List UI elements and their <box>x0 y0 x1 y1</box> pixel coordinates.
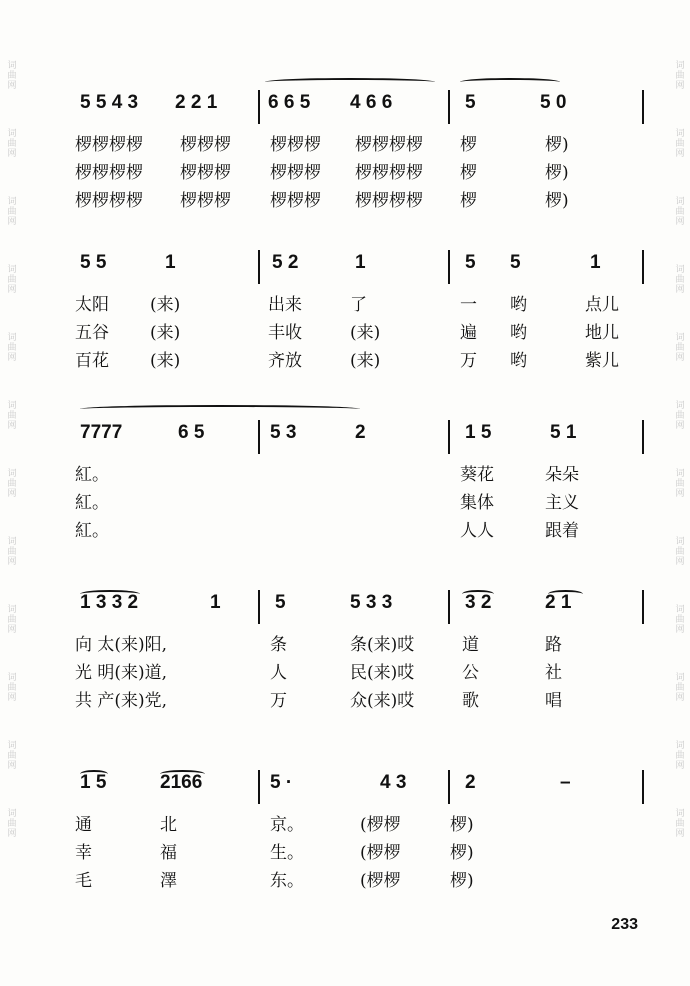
lyric-text: 出来 <box>268 295 302 315</box>
watermark-text: 词曲网 <box>5 808 16 838</box>
note-group: 5 <box>510 252 521 273</box>
music-system <box>0 590 690 711</box>
lyric-text: 万 <box>460 351 477 371</box>
lyric-text: 椤) <box>545 163 569 183</box>
lyric-text: 椤椤椤 <box>180 163 231 183</box>
watermark-text: 词曲网 <box>673 60 684 90</box>
lyric-text: 公 <box>462 663 479 683</box>
note-group: 5 3 3 <box>350 592 393 613</box>
bar-line <box>258 590 260 624</box>
note-group: 4 3 <box>380 772 407 793</box>
bar-line <box>258 250 260 284</box>
lyric-text: 毛 <box>75 871 92 891</box>
lyric-text: (来) <box>350 351 381 371</box>
watermark-text: 词曲网 <box>673 196 684 226</box>
lyric-text: 椤椤椤椤 <box>355 191 423 211</box>
lyric-text: 跟着 <box>545 521 579 541</box>
note-group: 5 1 <box>550 422 577 443</box>
lyric-text: (椤椤 <box>360 815 401 835</box>
bar-line <box>642 250 644 284</box>
lyric-text: 点儿 <box>585 295 619 315</box>
slur-mark <box>80 590 140 598</box>
lyric-text: 紅。 <box>75 521 109 541</box>
lyric-text: 椤 <box>460 163 477 183</box>
slur-mark <box>460 78 560 86</box>
bar-line <box>642 90 644 124</box>
lyric-text: 紅。 <box>75 465 109 485</box>
note-group: 1 5 <box>80 772 107 793</box>
slur-mark <box>548 590 583 598</box>
lyric-text: 椤椤椤 <box>270 135 321 155</box>
note-group: – <box>560 772 571 793</box>
lyric-text: 椤 <box>460 191 477 211</box>
bar-line <box>258 90 260 124</box>
note-group: 1 <box>590 252 601 273</box>
lyric-text: 哟 <box>510 323 527 343</box>
bar-line <box>448 770 450 804</box>
lyric-text: 椤) <box>450 871 474 891</box>
bar-line <box>448 250 450 284</box>
lyric-text: 共 产(来)党, <box>75 691 168 711</box>
lyric-text: 椤椤椤椤 <box>355 163 423 183</box>
note-group: 1 5 <box>465 422 492 443</box>
lyric-text: 椤椤椤椤 <box>75 163 143 183</box>
lyric-text: (椤椤 <box>360 843 401 863</box>
lyric-text: 地儿 <box>585 323 619 343</box>
lyric-text: 椤) <box>545 191 569 211</box>
bar-line <box>448 90 450 124</box>
note-group: 5 <box>275 592 286 613</box>
lyric-text: 条 <box>270 635 287 655</box>
watermark-text: 词曲网 <box>673 128 684 158</box>
note-group: 5 5 4 3 <box>80 92 139 113</box>
lyric-text: 主义 <box>545 493 579 513</box>
watermark-text: 词曲网 <box>5 332 16 362</box>
bar-line <box>448 590 450 624</box>
lyric-text: 一 <box>460 295 477 315</box>
lyric-text: 遍 <box>460 323 477 343</box>
lyric-text: 椤椤椤椤 <box>355 135 423 155</box>
lyric-row <box>0 340 690 371</box>
watermark-text: 词曲网 <box>5 196 16 226</box>
lyric-text: 葵花 <box>460 465 494 485</box>
watermark-text: 词曲网 <box>673 264 684 294</box>
lyric-text: 歌 <box>462 691 479 711</box>
lyric-text: 京。 <box>270 815 304 835</box>
lyric-text: 椤椤椤 <box>270 191 321 211</box>
bar-line <box>642 770 644 804</box>
lyric-text: 百花 <box>75 351 109 371</box>
lyric-text: 道 <box>462 635 479 655</box>
lyric-text: 福 <box>160 843 177 863</box>
note-group: 2 2 1 <box>175 92 218 113</box>
watermark-text: 词曲网 <box>673 536 684 566</box>
lyric-text: 东。 <box>270 871 304 891</box>
lyric-text: 人 <box>270 663 287 683</box>
music-system <box>0 420 690 541</box>
lyric-text: (来) <box>150 351 181 371</box>
lyric-text: 路 <box>545 635 562 655</box>
lyric-text: 人人 <box>460 521 494 541</box>
note-group: 6 6 5 <box>268 92 311 113</box>
lyric-row <box>0 624 690 655</box>
note-group: 2166 <box>160 772 203 793</box>
lyric-text: 丰收 <box>268 323 302 343</box>
lyric-text: 光 明(来)道, <box>75 663 168 683</box>
note-group: 5 · <box>270 772 293 793</box>
lyric-row <box>0 832 690 863</box>
note-group: 7777 <box>80 422 123 443</box>
lyric-text: 紫儿 <box>585 351 619 371</box>
lyric-text: 椤椤椤椤 <box>75 191 143 211</box>
bar-line <box>258 770 260 804</box>
lyric-text: 齐放 <box>268 351 302 371</box>
watermark-text: 词曲网 <box>673 332 684 362</box>
lyric-row <box>0 152 690 183</box>
lyric-row <box>0 124 690 155</box>
page-number: 233 <box>611 916 638 933</box>
lyric-text: 朵朵 <box>545 465 579 485</box>
note-group: 5 2 <box>272 252 299 273</box>
notation-row <box>0 90 690 124</box>
lyric-text: 椤椤椤 <box>180 191 231 211</box>
lyric-text: 哟 <box>510 351 527 371</box>
watermark-text: 词曲网 <box>673 604 684 634</box>
lyric-text: (来) <box>150 323 181 343</box>
watermark-text: 词曲网 <box>5 60 16 90</box>
note-group: 2 <box>355 422 366 443</box>
lyric-text: 众(来)哎 <box>350 691 415 711</box>
lyric-text: 集体 <box>460 493 494 513</box>
lyric-text: 椤 <box>460 135 477 155</box>
music-system <box>0 250 690 371</box>
lyric-row <box>0 860 690 891</box>
bar-line <box>258 420 260 454</box>
notation-row <box>0 250 690 284</box>
watermark-text: 词曲网 <box>5 672 16 702</box>
lyric-text: 了 <box>350 295 367 315</box>
lyric-row <box>0 312 690 343</box>
note-group: 4 6 6 <box>350 92 393 113</box>
note-group: 1 <box>165 252 176 273</box>
lyric-text: 幸 <box>75 843 92 863</box>
lyric-text: 椤椤椤 <box>270 163 321 183</box>
watermark-text: 词曲网 <box>5 264 16 294</box>
note-group: 5 3 <box>270 422 297 443</box>
lyric-row <box>0 680 690 711</box>
music-system <box>0 770 690 891</box>
notation-row <box>0 420 690 454</box>
note-group: 5 <box>465 252 476 273</box>
lyric-text: 生。 <box>270 843 304 863</box>
lyric-text: 太阳 <box>75 295 109 315</box>
lyric-row <box>0 652 690 683</box>
lyric-text: 向 太(来)阳, <box>75 635 168 655</box>
watermark-text: 词曲网 <box>5 740 16 770</box>
watermark-text: 词曲网 <box>673 808 684 838</box>
slur-mark <box>462 590 494 598</box>
watermark-text: 词曲网 <box>5 604 16 634</box>
note-group: 5 0 <box>540 92 567 113</box>
watermark-text: 词曲网 <box>5 128 16 158</box>
lyric-row <box>0 510 690 541</box>
lyric-text: 紅。 <box>75 493 109 513</box>
note-group: 2 <box>465 772 476 793</box>
watermark-text: 词曲网 <box>5 468 16 498</box>
bar-line <box>642 590 644 624</box>
bar-line <box>642 420 644 454</box>
watermark-text: 词曲网 <box>5 400 16 430</box>
note-group: 1 3 3 2 <box>80 592 139 613</box>
note-group: 6 5 <box>178 422 205 443</box>
lyric-text: 唱 <box>545 691 562 711</box>
note-group: 5 <box>465 92 476 113</box>
lyric-text: 五谷 <box>75 323 109 343</box>
lyric-text: (来) <box>150 295 181 315</box>
watermark-text: 词曲网 <box>673 672 684 702</box>
bar-line <box>448 420 450 454</box>
note-group: 2 1 <box>545 592 572 613</box>
lyric-text: 椤) <box>545 135 569 155</box>
lyric-text: 条(来)哎 <box>350 635 415 655</box>
slur-mark <box>80 405 360 413</box>
slur-mark <box>80 770 108 778</box>
lyric-text: 北 <box>160 815 177 835</box>
note-group: 1 <box>210 592 221 613</box>
lyric-text: 社 <box>545 663 562 683</box>
watermark-text: 词曲网 <box>673 468 684 498</box>
lyric-text: 民(来)哎 <box>350 663 415 683</box>
lyric-text: 澤 <box>160 871 177 891</box>
watermark-text: 词曲网 <box>5 536 16 566</box>
lyric-text: 椤椤椤 <box>180 135 231 155</box>
note-group: 5 5 <box>80 252 107 273</box>
lyric-row <box>0 482 690 513</box>
lyric-text: (椤椤 <box>360 871 401 891</box>
lyric-row <box>0 804 690 835</box>
watermark-text: 词曲网 <box>673 740 684 770</box>
lyric-text: 哟 <box>510 295 527 315</box>
lyric-text: 万 <box>270 691 287 711</box>
lyric-row <box>0 284 690 315</box>
note-group: 1 <box>355 252 366 273</box>
lyric-text: 椤椤椤椤 <box>75 135 143 155</box>
lyric-text: 椤) <box>450 843 474 863</box>
lyric-text: (来) <box>350 323 381 343</box>
watermark-text: 词曲网 <box>673 400 684 430</box>
lyric-text: 椤) <box>450 815 474 835</box>
note-group: 3 2 <box>465 592 492 613</box>
slur-mark <box>160 770 205 778</box>
slur-mark <box>265 78 435 86</box>
lyric-text: 通 <box>75 815 92 835</box>
